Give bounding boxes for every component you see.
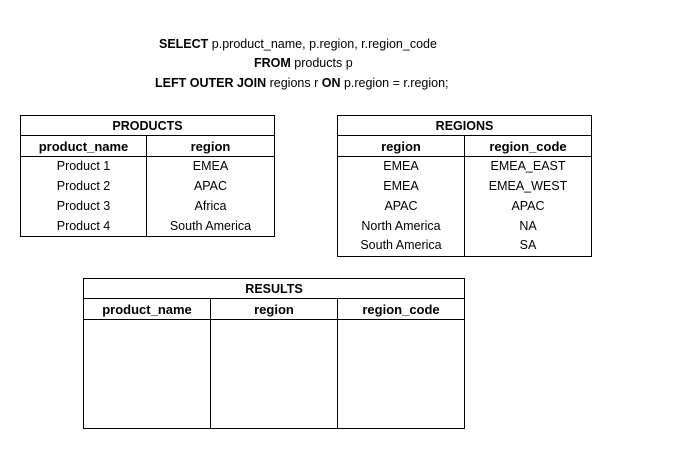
sql-keyword-on: ON: [321, 76, 341, 90]
regions-table: [337, 115, 592, 257]
sql-from-table: products p: [290, 56, 353, 70]
regions-cell-region-code: EMEA_EAST: [465, 157, 592, 177]
sql-keyword-from: FROM: [254, 56, 291, 70]
sql-select-line: [159, 37, 437, 52]
sql-join-line: [155, 76, 449, 91]
table-row: [338, 236, 592, 256]
regions-cell-region: South America: [338, 236, 465, 256]
table-row: [21, 177, 275, 197]
sql-join-table: regions r: [266, 76, 322, 90]
products-cell-region: Africa: [147, 197, 275, 217]
products-cell-product-name: Product 4: [21, 216, 147, 236]
table-row: [338, 157, 592, 177]
products-cell-region: South America: [147, 216, 275, 236]
sql-keyword-left-outer-join: LEFT OUTER JOIN: [155, 76, 267, 90]
sql-from-line: [254, 56, 353, 71]
table-row: [21, 157, 275, 177]
products-table: [20, 115, 275, 237]
regions-cell-region-code: EMEA_WEST: [465, 177, 592, 197]
regions-cell-region: EMEA: [338, 177, 465, 197]
products-cell-product-name: Product 1: [21, 157, 147, 177]
results-empty-cell-product-name: [84, 320, 211, 429]
regions-table-title: REGIONS: [338, 116, 592, 136]
sql-keyword-select: SELECT: [159, 37, 209, 51]
regions-cell-region: EMEA: [338, 157, 465, 177]
results-empty-cell-region-code: [338, 320, 465, 429]
results-header-region: region: [211, 299, 338, 320]
results-empty-row: [84, 320, 465, 429]
results-header-product-name: product_name: [84, 299, 211, 320]
regions-header-region-code: region_code: [465, 136, 592, 157]
results-table: [83, 278, 465, 429]
table-row: [338, 177, 592, 197]
table-row: [338, 216, 592, 236]
regions-cell-region-code: NA: [465, 216, 592, 236]
products-cell-region: EMEA: [147, 157, 275, 177]
table-row: [21, 216, 275, 236]
regions-cell-region: APAC: [338, 197, 465, 217]
regions-header-region: region: [338, 136, 465, 157]
table-row: [338, 197, 592, 217]
products-cell-region: APAC: [147, 177, 275, 197]
regions-cell-region: North America: [338, 216, 465, 236]
regions-cell-region-code: APAC: [465, 197, 592, 217]
sql-select-columns: p.product_name, p.region, r.region_code: [208, 37, 437, 51]
results-header-region-code: region_code: [338, 299, 465, 320]
sql-join-condition: p.region = r.region;: [340, 76, 449, 90]
regions-cell-region-code: SA: [465, 236, 592, 256]
results-empty-cell-region: [211, 320, 338, 429]
products-cell-product-name: Product 2: [21, 177, 147, 197]
table-row: [21, 197, 275, 217]
products-header-region: region: [147, 136, 275, 157]
products-header-product-name: product_name: [21, 136, 147, 157]
products-cell-product-name: Product 3: [21, 197, 147, 217]
products-table-title: PRODUCTS: [21, 116, 275, 136]
results-table-title: RESULTS: [84, 279, 465, 299]
